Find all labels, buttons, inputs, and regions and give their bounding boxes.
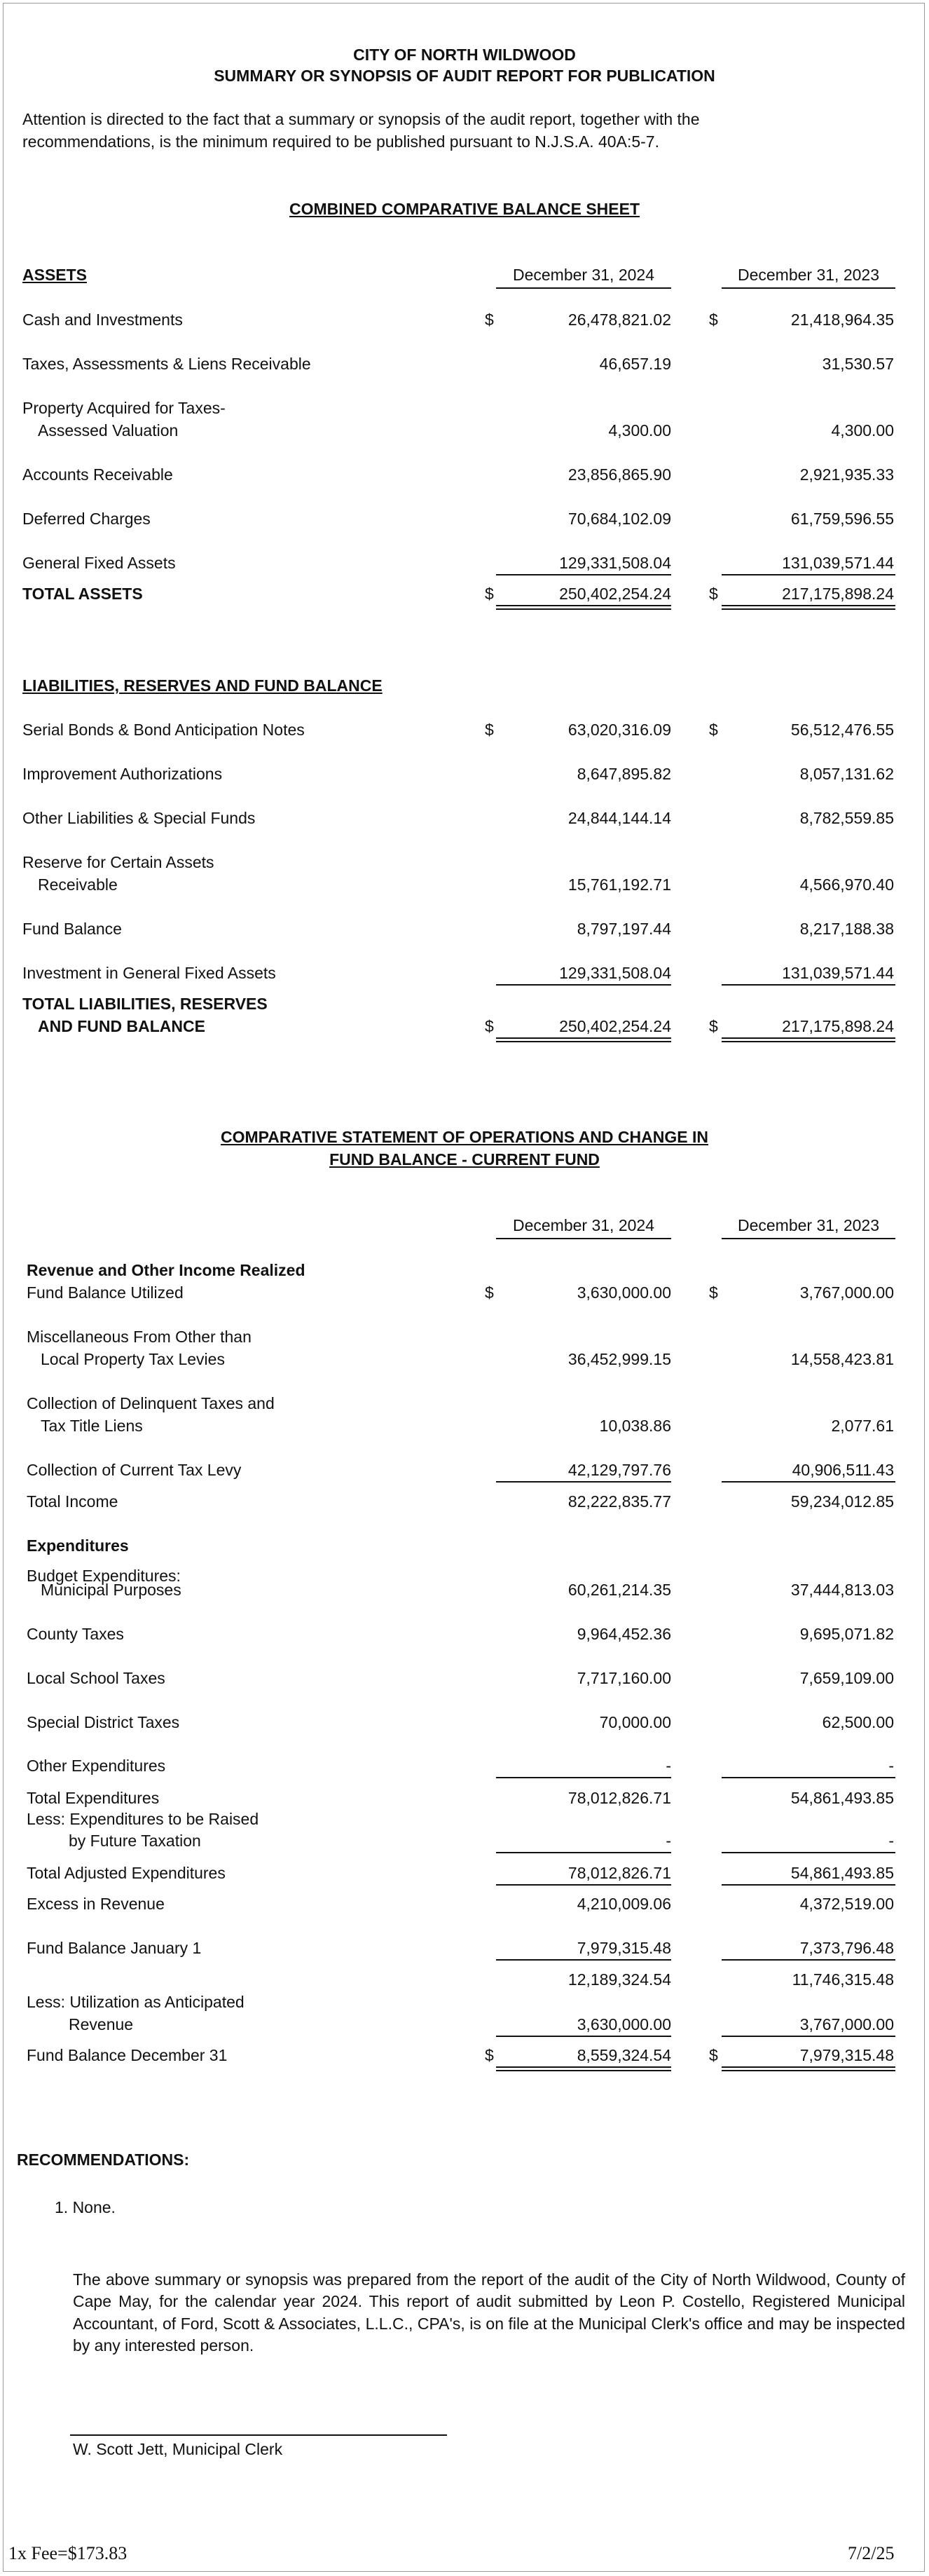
liability-value-2023: 4,566,970.40 xyxy=(799,875,894,894)
value-2024: 42,129,797.76 xyxy=(567,1461,671,1479)
liability-value-2024: 129,331,508.04 xyxy=(559,964,671,982)
value-2023: 37,444,813.03 xyxy=(790,1581,894,1599)
asset-label: Accounts Receivable xyxy=(22,465,173,484)
total-double-rule-2023 xyxy=(722,2066,895,2071)
row-label: Fund Balance Utilized xyxy=(27,1283,184,1302)
dollar-sign: $ xyxy=(485,2046,494,2064)
value-2024: 4,210,009.06 xyxy=(577,1895,671,1913)
total-assets-2023: 217,175,898.24 xyxy=(782,585,894,603)
header-rule-2023 xyxy=(722,1238,895,1239)
dollar-sign: $ xyxy=(709,721,718,739)
publication-date: 7/2/25 xyxy=(848,2543,895,2563)
value-2024: 82,222,835.77 xyxy=(567,1492,671,1511)
asset-label: Taxes, Assessments & Liens Receivable xyxy=(22,355,311,373)
asset-label: Cash and Investments xyxy=(22,311,183,329)
recommendation-item: 1. None. xyxy=(55,2198,116,2216)
asset-value-2023: 2,921,935.33 xyxy=(799,465,894,484)
value-2024: 10,038.86 xyxy=(599,1417,671,1435)
budget-heading: Budget Expenditures: xyxy=(27,1567,181,1585)
value-2023: 54,861,493.85 xyxy=(790,1864,894,1882)
expenditures-heading: Expenditures xyxy=(27,1536,129,1555)
value-2023: 54,861,493.85 xyxy=(790,1789,894,1807)
column-header-2024: December 31, 2024 xyxy=(512,1216,654,1234)
total-liabilities-2023: 217,175,898.24 xyxy=(782,1017,894,1035)
subtotal-rule-2023 xyxy=(722,1481,895,1483)
fee-note: 1x Fee=$173.83 xyxy=(8,2543,128,2563)
row-label: Collection of Delinquent Taxes and xyxy=(27,1394,275,1412)
revenue-heading: Revenue and Other Income Realized xyxy=(27,1261,305,1279)
row-label: Municipal Purposes xyxy=(41,1581,181,1599)
city-name: CITY OF NORTH WILDWOOD xyxy=(353,46,576,64)
asset-value-2024: 4,300.00 xyxy=(608,421,671,439)
value-2023: 59,234,012.85 xyxy=(790,1492,894,1511)
subtotal-2023: 11,746,315.48 xyxy=(792,1970,894,1989)
total-assets-label: TOTAL ASSETS xyxy=(22,585,143,603)
value-2023: 4,372,519.00 xyxy=(799,1895,894,1913)
subtotal-rule-2024 xyxy=(496,574,671,575)
fund-balance-dec-2023: 7,979,315.48 xyxy=(799,2046,894,2064)
value-2024: 36,452,999.15 xyxy=(567,1350,671,1368)
liability-value-2023: 56,512,476.55 xyxy=(790,721,894,739)
subtotal-rule-2024 xyxy=(496,2036,671,2037)
total-liabilities-label: TOTAL LIABILITIES, RESERVES xyxy=(22,995,268,1013)
asset-label-continued: Assessed Valuation xyxy=(38,421,179,439)
liability-value-2024: 8,647,895.82 xyxy=(577,765,671,783)
liability-value-2023: 8,782,559.85 xyxy=(799,809,894,827)
subtotal-rule-2023 xyxy=(722,984,895,986)
value-2023: 2,077.61 xyxy=(831,1417,894,1435)
header-rule-2024 xyxy=(496,1238,671,1239)
subtotal-rule-2024 xyxy=(496,1959,671,1961)
row-label: Fund Balance January 1 xyxy=(27,1939,202,1957)
total-double-rule-2023 xyxy=(722,605,895,610)
value-2023: 3,767,000.00 xyxy=(799,2015,894,2033)
subtotal-rule-2024 xyxy=(496,1481,671,1483)
dollar-sign: $ xyxy=(485,585,494,603)
dollar-sign: $ xyxy=(485,721,494,739)
balance-sheet-title: COMBINED COMPARATIVE BALANCE SHEET xyxy=(289,200,640,218)
row-label-continued: by Future Taxation xyxy=(69,1832,201,1850)
value-2024: 78,012,826.71 xyxy=(567,1864,671,1882)
subtotal-rule-2023 xyxy=(722,1777,895,1778)
dollar-sign: $ xyxy=(485,1017,494,1035)
liability-label: Investment in General Fixed Assets xyxy=(22,964,276,982)
fund-balance-dec-2024: 8,559,324.54 xyxy=(577,2046,671,2064)
value-2024: 3,630,000.00 xyxy=(577,1283,671,1302)
subtotal-rule-2024 xyxy=(496,1884,671,1886)
row-label: Less: Utilization as Anticipated xyxy=(27,1993,245,2011)
liability-label: Reserve for Certain Assets xyxy=(22,853,214,871)
liability-label: Fund Balance xyxy=(22,920,122,938)
total-double-rule-2023 xyxy=(722,1037,895,1042)
intro-line-1: Attention is directed to the fact that a summary or synopsis of the audit report, together with the xyxy=(22,110,700,128)
asset-value-2023: 61,759,596.55 xyxy=(790,510,894,528)
asset-value-2024: 46,657.19 xyxy=(599,355,671,373)
row-label: Collection of Current Tax Levy xyxy=(27,1461,242,1479)
summary-paragraph: The above summary or synopsis was prepared from the report of the audit of the City of North Wildwood, County of Cape May, for the calendar year 2024. This report of audit submitted by Leon P. Costello, Registered Municipal Accountant, of Ford, Scott & Associates, L.L.C., CPA's, is on file at the Municipal Clerk's office and may be inspected by any interested person. xyxy=(73,2270,905,2354)
asset-label: Property Acquired for Taxes- xyxy=(22,399,226,417)
row-label: Total Expenditures xyxy=(27,1789,160,1807)
clerk-signature: W. Scott Jett, Municipal Clerk xyxy=(73,2440,283,2458)
asset-value-2024: 23,856,865.90 xyxy=(567,465,671,484)
asset-value-2024: 26,478,821.02 xyxy=(567,311,671,329)
row-label-continued: Revenue xyxy=(69,2015,134,2033)
value-2023: - xyxy=(888,1832,894,1850)
subtotal-2024: 12,189,324.54 xyxy=(567,1970,671,1989)
liability-label-continued: Receivable xyxy=(38,875,118,894)
row-label: Total Income xyxy=(27,1492,118,1511)
column-header-2023: December 31, 2023 xyxy=(737,1216,879,1234)
dollar-sign: $ xyxy=(485,1283,494,1302)
liability-value-2024: 24,844,144.14 xyxy=(567,809,671,827)
asset-value-2023: 31,530.57 xyxy=(822,355,894,373)
asset-value-2024: 70,684,102.09 xyxy=(567,510,671,528)
asset-value-2023: 4,300.00 xyxy=(831,421,894,439)
total-double-rule-2024 xyxy=(496,605,671,610)
row-label: Miscellaneous From Other than xyxy=(27,1328,252,1346)
value-2024: 60,261,214.35 xyxy=(567,1581,671,1599)
value-2023: 62,500.00 xyxy=(822,1713,894,1731)
subtotal-rule-2024 xyxy=(496,984,671,986)
signature-line xyxy=(70,2434,447,2436)
liability-value-2023: 131,039,571.44 xyxy=(782,964,894,982)
value-2024: 78,012,826.71 xyxy=(567,1789,671,1807)
value-2024: 7,717,160.00 xyxy=(577,1669,671,1687)
value-2024: 7,979,315.48 xyxy=(577,1939,671,1957)
value-2023: 3,767,000.00 xyxy=(799,1283,894,1302)
report-title: SUMMARY OR SYNOPSIS OF AUDIT REPORT FOR PUBLICATION xyxy=(214,67,715,85)
subtotal-rule-2023 xyxy=(722,2036,895,2037)
liability-label: Other Liabilities & Special Funds xyxy=(22,809,256,827)
dollar-sign: $ xyxy=(709,2046,718,2064)
row-label: Other Expenditures xyxy=(27,1757,166,1775)
subtotal-rule-2023 xyxy=(722,574,895,575)
subtotal-rule-2024 xyxy=(496,1777,671,1778)
row-label-continued: Tax Title Liens xyxy=(41,1417,143,1435)
row-label-continued: Local Property Tax Levies xyxy=(41,1350,225,1368)
value-2024: - xyxy=(666,1757,671,1775)
operations-title-line-2: FUND BALANCE - CURRENT FUND xyxy=(329,1150,600,1168)
total-double-rule-2024 xyxy=(496,2066,671,2071)
dollar-sign: $ xyxy=(485,311,494,329)
total-assets-2024: 250,402,254.24 xyxy=(559,585,671,603)
liability-value-2024: 15,761,192.71 xyxy=(567,875,671,894)
liabilities-heading: LIABILITIES, RESERVES AND FUND BALANCE xyxy=(22,676,383,695)
row-label: County Taxes xyxy=(27,1625,124,1643)
row-label: Special District Taxes xyxy=(27,1713,180,1731)
total-liabilities-2024: 250,402,254.24 xyxy=(559,1017,671,1035)
liability-value-2024: 63,020,316.09 xyxy=(567,721,671,739)
recommendations-heading: RECOMMENDATIONS: xyxy=(17,2151,190,2169)
value-2024: 70,000.00 xyxy=(599,1713,671,1731)
asset-label: General Fixed Assets xyxy=(22,554,176,572)
subtotal-rule-2024 xyxy=(496,1852,671,1853)
asset-value-2023: 131,039,571.44 xyxy=(782,554,894,572)
value-2024: 3,630,000.00 xyxy=(577,2015,671,2033)
liability-label: Serial Bonds & Bond Anticipation Notes xyxy=(22,721,305,739)
dollar-sign: $ xyxy=(709,1283,718,1302)
value-2023: 14,558,423.81 xyxy=(790,1350,894,1368)
column-header-2023: December 31, 2023 xyxy=(737,266,879,284)
total-liabilities-label-continued: AND FUND BALANCE xyxy=(38,1017,205,1035)
value-2024: - xyxy=(666,1832,671,1850)
assets-heading: ASSETS xyxy=(22,266,88,284)
liability-value-2023: 8,217,188.38 xyxy=(799,920,894,938)
header-rule-2024 xyxy=(496,287,671,289)
liability-value-2024: 8,797,197.44 xyxy=(577,920,671,938)
liability-label: Improvement Authorizations xyxy=(22,765,223,783)
total-double-rule-2024 xyxy=(496,1037,671,1042)
value-2023: 7,659,109.00 xyxy=(799,1669,894,1687)
row-label: Excess in Revenue xyxy=(27,1895,165,1913)
row-label: Fund Balance December 31 xyxy=(27,2046,228,2064)
dollar-sign: $ xyxy=(709,311,718,329)
dollar-sign: $ xyxy=(709,1017,718,1035)
liability-value-2023: 8,057,131.62 xyxy=(799,765,894,783)
intro-line-2: recommendations, is the minimum required to be published pursuant to N.J.S.A. 40A:5-7. xyxy=(22,132,659,151)
row-label: Total Adjusted Expenditures xyxy=(27,1864,226,1882)
subtotal-rule-2023 xyxy=(722,1852,895,1853)
value-2023: 7,373,796.48 xyxy=(799,1939,894,1957)
value-2023: 40,906,511.43 xyxy=(792,1461,894,1479)
column-header-2024: December 31, 2024 xyxy=(512,266,654,284)
operations-title-line-1: COMPARATIVE STATEMENT OF OPERATIONS AND CHANGE IN xyxy=(221,1128,708,1146)
asset-value-2024: 129,331,508.04 xyxy=(559,554,671,572)
header-rule-2023 xyxy=(722,287,895,289)
subtotal-rule-2023 xyxy=(722,1959,895,1961)
subtotal-rule-2023 xyxy=(722,1884,895,1886)
asset-value-2023: 21,418,964.35 xyxy=(790,311,894,329)
value-2024: 9,964,452.36 xyxy=(577,1625,671,1643)
dollar-sign: $ xyxy=(709,585,718,603)
row-label: Less: Expenditures to be Raised xyxy=(27,1810,259,1828)
row-label: Local School Taxes xyxy=(27,1669,165,1687)
value-2023: - xyxy=(888,1757,894,1775)
value-2023: 9,695,071.82 xyxy=(799,1625,894,1643)
asset-label: Deferred Charges xyxy=(22,510,151,528)
